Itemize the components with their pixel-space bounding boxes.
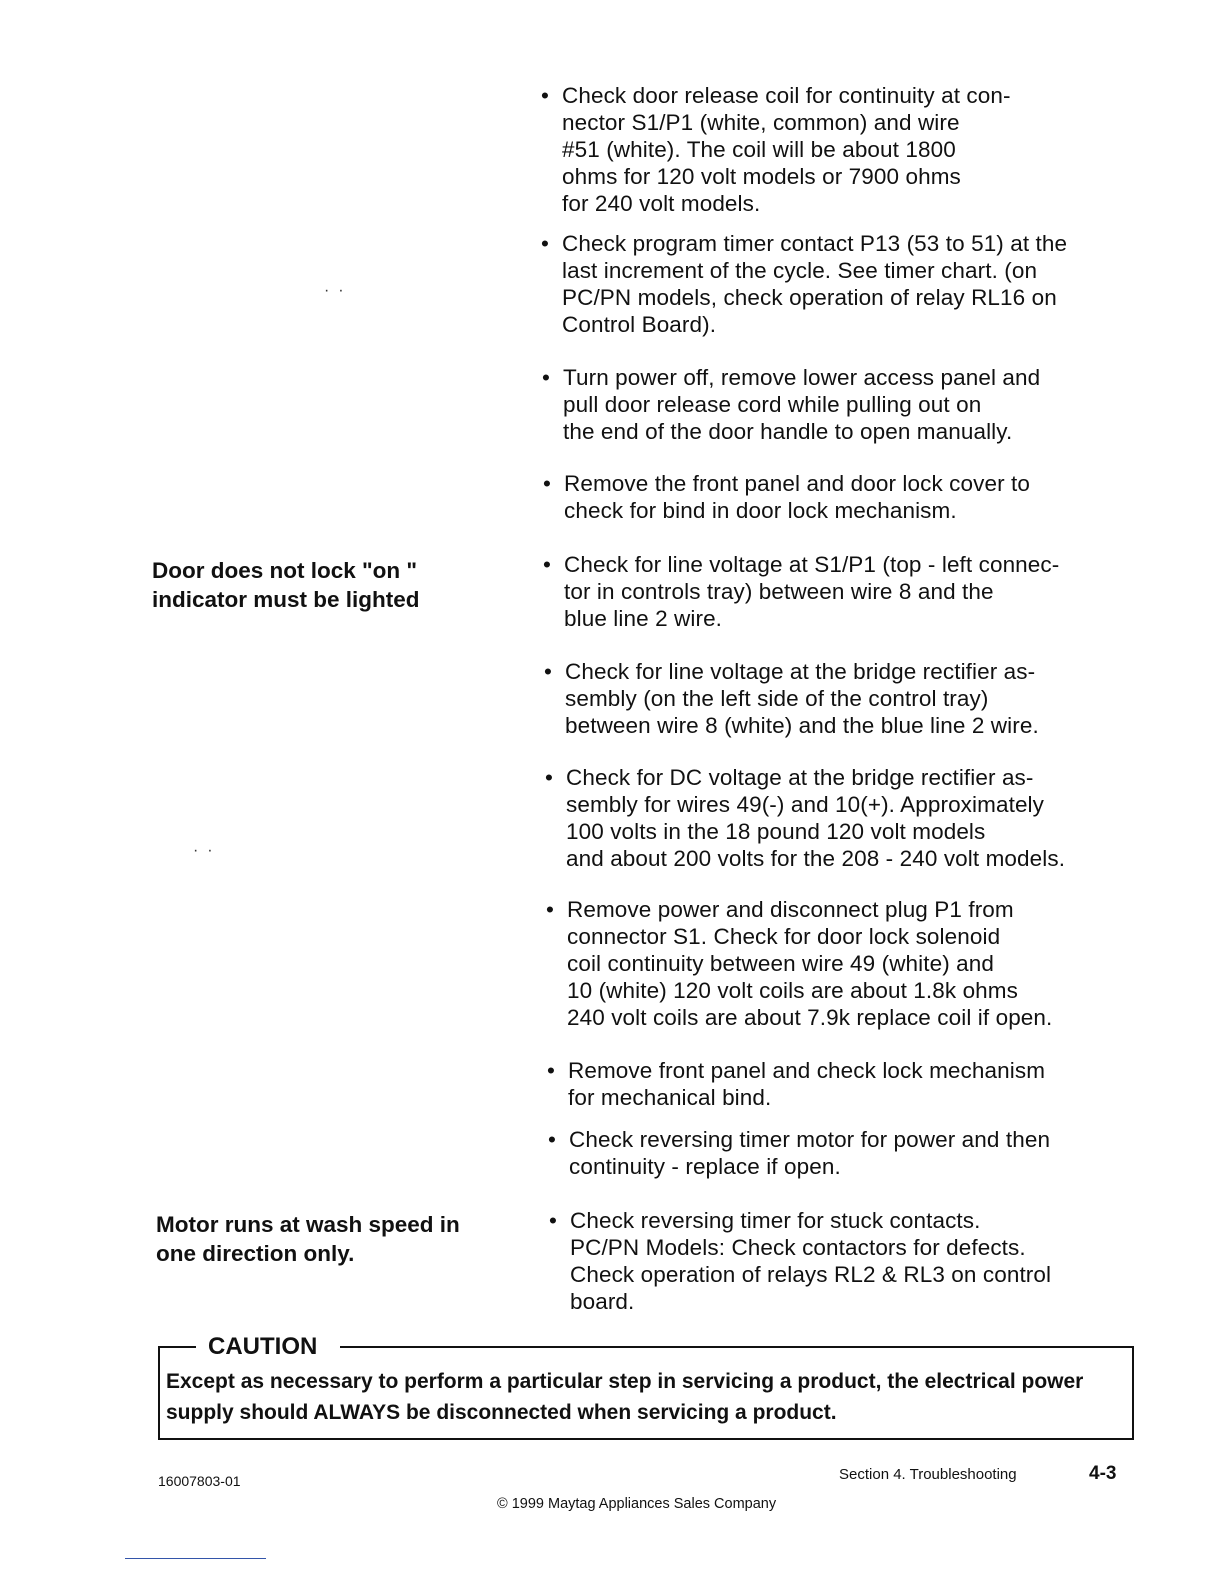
step-line: nector S1/P1 (white, common) and wire (562, 110, 960, 135)
step-line: and about 200 volts for the 208 - 240 volt models. (566, 846, 1066, 871)
bullet-marker: • (545, 765, 553, 790)
step-line: for mechanical bind. (568, 1085, 772, 1110)
step-line: Check reversing timer motor for power and then (569, 1127, 1051, 1152)
bullet-marker: • (541, 83, 549, 108)
scan-speck: · · (324, 282, 344, 299)
symptom-door-lock (152, 556, 512, 614)
step-item (545, 764, 1125, 872)
section-label: Section 4. Troubleshooting (839, 1466, 1017, 1483)
step-line: Remove front panel and check lock mechanism (568, 1058, 1046, 1083)
bullet-marker: • (543, 471, 551, 496)
caution-rule (340, 1346, 1132, 1348)
step-item (544, 658, 1124, 739)
step-line: board. (570, 1289, 635, 1314)
step-item (542, 364, 1122, 445)
step-line: Control Board). (562, 312, 717, 337)
step-line: for 240 volt models. (562, 191, 761, 216)
step-line: 100 volts in the 18 pound 120 volt models (566, 819, 986, 844)
step-line: blue line 2 wire. (564, 606, 723, 631)
step-line: Check for line voltage at S1/P1 (top - left connec- (564, 552, 1060, 577)
step-line: Remove power and disconnect plug P1 from (567, 897, 1014, 922)
step-line: #51 (white). The coil will be about 1800 (562, 137, 956, 162)
step-line: PC/PN models, check operation of relay RL16 on (562, 285, 1057, 310)
step-line: sembly (on the left side of the control tray) (565, 686, 989, 711)
bullet-marker: • (546, 897, 554, 922)
bullet-marker: • (543, 552, 551, 577)
step-line: last increment of the cycle. See timer chart. (on (562, 258, 1038, 283)
copyright: © 1999 Maytag Appliances Sales Company (497, 1496, 777, 1512)
step-line: check for bind in door lock mechanism. (564, 498, 957, 523)
bullet-marker: • (547, 1058, 555, 1083)
scan-underline (125, 1558, 266, 1559)
caution-box (158, 1333, 1134, 1440)
step-line: connector S1. Check for door lock solenoid (567, 924, 1001, 949)
step-line: Remove the front panel and door lock cover to (564, 471, 1031, 496)
step-line: 10 (white) 120 volt coils are about 1.8k ohms (567, 978, 1018, 1003)
step-line: Check for line voltage at the bridge rectifier as- (565, 659, 1036, 684)
step-item (546, 896, 1126, 1031)
step-item (548, 1126, 1128, 1180)
caution-title: CAUTION (208, 1333, 318, 1360)
step-item (541, 82, 1121, 217)
step-line: Check door release coil for continuity at con- (562, 83, 1011, 108)
page-number: 4-3 (1089, 1463, 1117, 1484)
step-line: sembly for wires 49(-) and 10(+). Approximately (566, 792, 1045, 817)
symptom-line: Motor runs at wash speed in (156, 1212, 460, 1237)
step-line: Check program timer contact P13 (53 to 51) at the (562, 231, 1068, 256)
symptom-motor-direction (156, 1210, 516, 1268)
symptom-line: indicator must be lighted (152, 587, 420, 612)
symptom-line: one direction only. (156, 1241, 355, 1266)
caution-line: supply should ALWAYS be disconnected when servicing a product. (166, 1401, 837, 1424)
step-item (543, 470, 1123, 524)
bullet-marker: • (544, 659, 552, 684)
step-line: Check reversing timer for stuck contacts. (570, 1208, 981, 1233)
caution-text (166, 1366, 1126, 1428)
document-number: 16007803-01 (158, 1473, 241, 1489)
caution-rule (160, 1346, 196, 1348)
step-line: Turn power off, remove lower access panel and (563, 365, 1041, 390)
step-line: PC/PN Models: Check contactors for defects. (570, 1235, 1026, 1260)
step-item (547, 1057, 1127, 1111)
step-item (541, 230, 1121, 338)
bullet-marker: • (549, 1208, 557, 1233)
step-line: coil continuity between wire 49 (white) and (567, 951, 995, 976)
step-line: 240 volt coils are about 7.9k replace coil if open. (567, 1005, 1053, 1030)
bullet-marker: • (542, 365, 550, 390)
bullet-marker: • (541, 231, 549, 256)
step-line: pull door release cord while pulling out on (563, 392, 982, 417)
step-line: ohms for 120 volt models or 7900 ohms (562, 164, 961, 189)
caution-line: Except as necessary to perform a particular step in servicing a product, the electrical power (166, 1370, 1084, 1393)
step-line: Check operation of relays RL2 & RL3 on control (570, 1262, 1052, 1287)
bullet-marker: • (548, 1127, 556, 1152)
scan-speck: · · (193, 842, 213, 859)
step-line: the end of the door handle to open manually. (563, 419, 1013, 444)
step-item (543, 551, 1123, 632)
step-item (549, 1207, 1129, 1315)
step-line: continuity - replace if open. (569, 1154, 841, 1179)
step-line: tor in controls tray) between wire 8 and the (564, 579, 994, 604)
step-line: between wire 8 (white) and the blue line 2 wire. (565, 713, 1039, 738)
symptom-line: Door does not lock "on " (152, 558, 418, 583)
step-line: Check for DC voltage at the bridge rectifier as- (566, 765, 1034, 790)
